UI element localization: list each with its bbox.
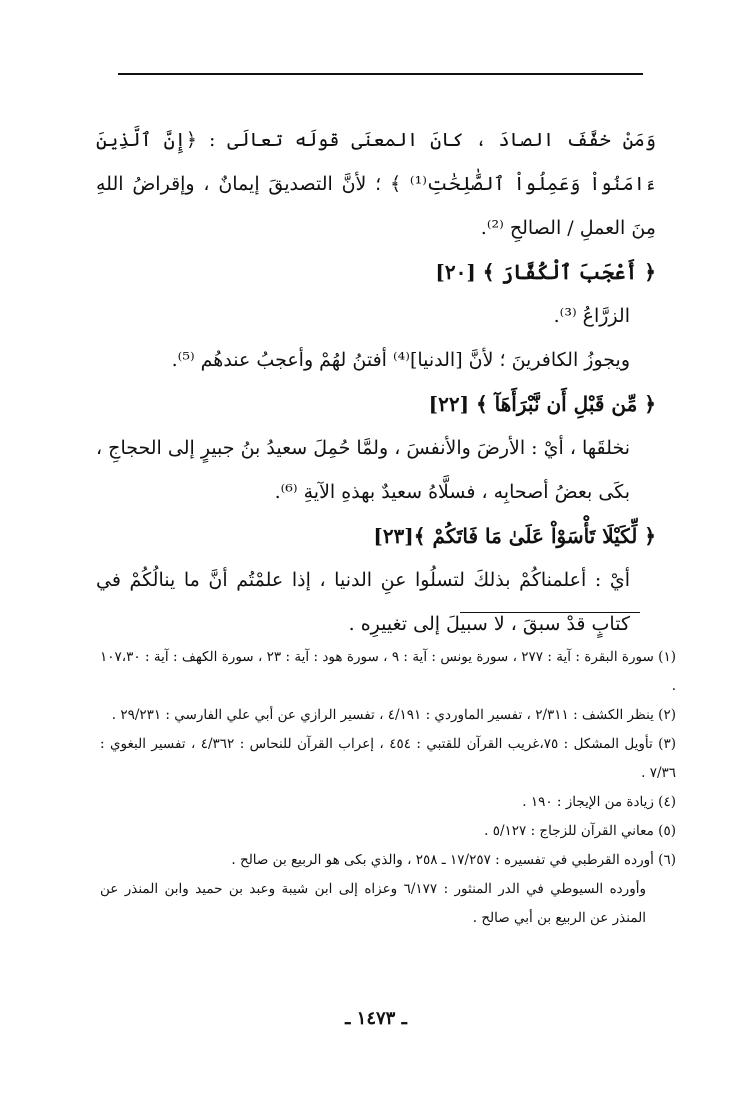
footnote-1: (١) سورة البقرة : آية : ٢٧٧ ، سورة يونس : آية : ٩ ، سورة هود : آية : ٢٣ ، سورة الكهف : آية : ١٠٧،٣٠ . [100,649,676,694]
verse-heading-23: ﴿ لِّكَيْلَا تَأْسَوْاْ عَلَىٰ مَا فَاتَكُمْ ﴾[٢٣] [373,524,656,548]
verse-heading-20: ﴿ أَعْجَبَ ٱلْكُفَّارَ ﴾ [٢٠] [435,260,656,284]
footnote-6: (٦) أورده القرطبي في تفسيره : ١٧/٢٥٧ ـ ٢٥٨ ، والذي بكى هو الربيع بن صالح . [231,852,676,868]
paragraph-4: نخلقَها ، أيْ : الأرضَ والأنفسَ ، ولمَّا حُمِلَ سعيدُ بنُ جبيرٍ إلى الحجاجِ ، بكَى بعضُ أصحابِه ، فسلَّاهُ سعيدٌ بهذهِ الآيةِ ⁽⁶⁾. [96,437,630,503]
paragraph-1: وَمَنْ خفَّفَ الصادَ ، كانَ المعنَى قولَه تعالَى : ﴿إِنَّ ٱلَّذِينَ ءَامَنُواْ وَعَمِلُواْ ٱلصَّٰلِحَٰتِ⁽¹⁾ ﴾ ؛ لأنَّ التصديقَ إيمانٌ ، وإقراضُ اللهِ مِنَ العملِ / الصالحِ ⁽²⁾. [96,129,656,239]
footnote-separator [460,612,640,613]
footnotes [100,643,676,933]
top-rule [118,73,643,75]
footnote-5: (٥) معاني القرآن للزجاج : ٥/١٢٧ . [484,823,676,839]
footnote-3: (٣) تأويل المشكل : ٧٥،غريب القرآن للقتبي : ٤٥٤ ، إعراب القرآن للنحاس : ٤/٣٦٢ ، تفسير البغوي : ٧/٣٦ . [100,736,676,781]
paragraph-5: أيْ : أعلمناكُمْ بذلكَ لتسلُوا عنِ الدنيا ، إذا علمْتُم أنَّ ما ينالُكُمْ في كتابٍ قدْ سبقَ ، لا سبيلَ إلى تغييرِه . [96,569,630,635]
verse-heading-22: ﴿ مِّن قَبْلِ أَن نَّبْرَأَهَآ ﴾ [٢٢] [428,392,656,416]
footnote-4: (٤) زيادة من الإيجاز : ١٩٠ . [522,794,676,810]
paragraph-2: الزرَّاعُ ⁽³⁾. [553,305,630,327]
footnote-6-continued: وأورده السيوطي في الدر المنثور : ٦/١٧٧ وعزاه إلى ابن شيبة وعبد بن حميد وابن المنذر عن المنذر عن الربيع بن أبي صالح . [100,881,646,926]
paragraph-3: ويجوزُ الكافرينَ ؛ لأنَّ [الدنيا]⁽⁴⁾ أفتنُ لهُمْ وأعجبُ عندهُم ⁽⁵⁾. [171,349,630,371]
main-text [96,118,656,646]
page-number: ـ ١٤٧٣ ـ [345,1008,407,1029]
footnote-2: (٢) ينظر الكشف : ٢/٣١١ ، تفسير الماوردي : ٤/١٩١ ، تفسير الرازي عن أبي علي الفارسي : ٢٩/٢٣١ . [111,707,676,723]
